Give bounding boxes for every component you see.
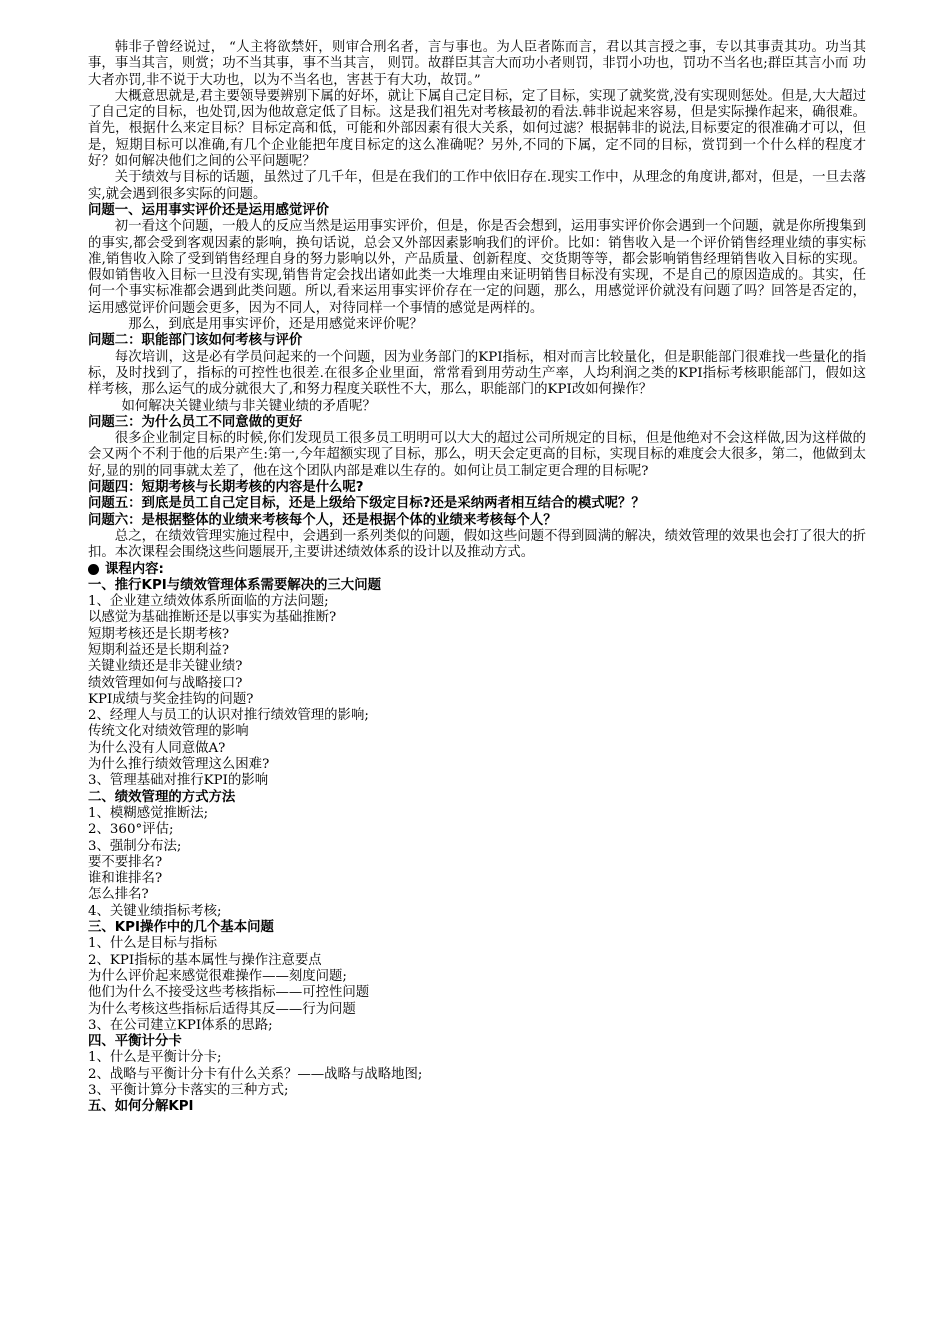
course-heading-row bbox=[88, 562, 866, 578]
section-title: 五、如何分解KPI bbox=[88, 1099, 194, 1115]
bullet-icon bbox=[88, 564, 99, 575]
section-2 bbox=[88, 790, 866, 920]
intro-paragraph-1: 韩非子曾经说过， “人主将欲禁奸，则审合刑名者，言与事也。为人臣者陈而言，君以其言授之事，专以其事责其功。功当其事，事当其言，则赏；功不当其事，事不当其言， 则罚。故群臣其言大而功小者则罚，非罚小功也，罚功不当名也;群臣其言小而 功大者亦罚,非不说于大功也，以为不当名也，害甚于有大功，故罚。” bbox=[88, 40, 866, 88]
section-line: 3、强制分布法; bbox=[88, 838, 182, 854]
section-line: 短期利益还是长期利益? bbox=[88, 642, 230, 658]
section-line: 为什么推行绩效管理这么困难? bbox=[88, 757, 270, 773]
section-line: 1、企业建立绩效体系所面临的方法问题; bbox=[88, 594, 329, 610]
section-line: 1、什么是目标与指标 bbox=[88, 936, 218, 952]
section-line: 2、360°评估; bbox=[88, 822, 174, 838]
question-3-paragraph-1: 很多企业制定目标的时候,你们发现员工很多员工明明可以大大的超过公司所规定的目标，但是他绝对不会这样做,因为这样做的会又两个不利于他的后果产生:第一,今年超额实现了目标，那么，明天会定更高的目标，实现目标的难度会大很多，第二，他做到太好,显的别的同事就太差了，他在这个团队内部是难以生存的。如何让员工制定更合理的目标呢? bbox=[88, 431, 866, 479]
section-line: 要不要排名? bbox=[88, 854, 163, 870]
question-4-title: 问题四：短期考核与长期考核的内容是什么呢? bbox=[88, 480, 364, 496]
section-4 bbox=[88, 1034, 866, 1099]
section-line: 谁和谁排名? bbox=[88, 871, 163, 887]
section-title: 一、推行KPI与绩效管理体系需要解决的三大问题 bbox=[88, 577, 381, 593]
section-line: KPI成绩与奖金挂钩的问题? bbox=[88, 691, 254, 707]
section-line: 以感觉为基础推断还是以事实为基础推断? bbox=[88, 610, 337, 626]
section-line: 2、KPI指标的基本属性与操作注意要点 bbox=[88, 952, 322, 968]
question-2-paragraph-1: 每次培训，这是必有学员问起来的一个问题，因为业务部门的KPI指标，相对而言比较量化，但是职能部门很难找一些量化的指标，及时找到了，指标的可控性也很差.在很多企业里面，常常看到用劳动生产率，人均利润之类的KPI指标考核职能部门，假如这样考核，那么运气的成分就很大了,和努力程度关联性不大，那么，职能部门的KPI改如何操作？ bbox=[88, 349, 866, 398]
section-line: 传统文化对绩效管理的影响 bbox=[88, 724, 249, 740]
section-line: 2、战略与平衡计分卡有什么关系？——战略与战略地图; bbox=[88, 1066, 423, 1082]
section-line: 4、关键业绩指标考核; bbox=[88, 903, 222, 919]
question-2-paragraph-2: 如何解决关键业绩与非关键业绩的矛盾呢？ bbox=[121, 398, 376, 414]
question-5-title: 问题五：到底是员工自己定目标，还是上级给下级定目标?还是采纳两者相互结合的模式呢？？ bbox=[88, 496, 645, 512]
section-line: 3、平衡计算分卡落实的三种方式; bbox=[88, 1083, 289, 1098]
section-title: 三、KPI操作中的几个基本问题 bbox=[88, 920, 274, 936]
section-line: 3、在公司建立KPI体系的思路; bbox=[88, 1017, 273, 1033]
section-line: 关键业绩还是非关键业绩? bbox=[88, 659, 243, 675]
intro-paragraph-2: 大概意思就是,君主要领导要辨别下属的好坏，就让下属自己定目标，定了目标，实现了就奖赏,没有实现则惩处。但是,大大超过了自己定的目标，也处罚,因为他故意定低了目标。这是我们祖先对考核最初的看法.韩非说起来容易，但是实际操作起来，确很难。首先，根据什么来定目标？目标定高和低，可能和外部因素有很大关系，如何过滤？根据韩非的说法,目标要定的很准确才可以，但是，短期目标可以准确,有几个企业能把年度目标定的这么准确呢？另外,不同的下属，定不同的目标，赏罚到一个什么样的程度才好？如何解决他们之间的公平问题呢？ bbox=[88, 88, 866, 170]
question-1-paragraph-1: 初一看这个问题，一般人的反应当然是运用事实评价，但是，你是否会想到，运用事实评价你会遇到一个问题，就是你所搜集到的事实,都会受到客观因素的影响，换句话说，总会又外部因素影响我们的评价。比如：销售收入是一个评价销售经理业绩的事实标准,销售收入除了受到销售经理自身的努力影响以外，产品质量、创新程度、交货期等等，都会影响销售经理销售收入目标的实现。假如销售收入目标一旦没有实现,销售肯定会找出诸如此类一大堆理由来证明销售目标没有实现，不是自己的原因造成的。其实，任何一个事实标准都会遇到此类问题。所以,看来运用事实评价存在一定的问题，那么，用感觉评价就没有问题了吗？回答是否定的，运用感觉评价问题会更多，因为不同人，对待同样一个事情的感觉是两样的。 bbox=[88, 219, 866, 316]
question-6-title: 问题六：是根据整体的业绩来考核每个人，还是根据个体的业绩来考核每个人？ bbox=[88, 512, 557, 528]
section-line: 为什么没有人同意做A? bbox=[88, 740, 226, 756]
summary-paragraph: 总之，在绩效管理实施过程中，会遇到一系列类似的问题，假如这些问题不得到圆满的解决，绩效管理的效果也会打了很大的折扣。本次课程会围绕这些问题展开,主要讲述绩效体系的设计以及推动方式。 bbox=[88, 528, 866, 561]
question-1-title: 问题一、运用事实评价还是运用感觉评价 bbox=[88, 202, 330, 218]
section-line: 绩效管理如何与战略接口? bbox=[88, 675, 243, 691]
section-5 bbox=[88, 1099, 866, 1115]
section-line: 短期考核还是长期考核? bbox=[88, 626, 230, 642]
section-line: 1、什么是平衡计分卡; bbox=[88, 1050, 222, 1066]
course-heading: 课程内容: bbox=[105, 561, 164, 577]
section-line: 为什么评价起来感觉很难操作——刻度问题; bbox=[88, 968, 347, 984]
question-2-title: 问题二：职能部门该如何考核与评价 bbox=[88, 333, 303, 349]
section-title: 二、绩效管理的方式方法 bbox=[88, 789, 236, 805]
intro-paragraph-3: 关于绩效与目标的话题，虽然过了几千年，但是在我们的工作中依旧存在.现实工作中，从理念的角度讲,都对，但是，一旦去落实,就会遇到很多实际的问题。 bbox=[88, 170, 866, 202]
question-3-title: 问题三：为什么员工不同意做的更好 bbox=[88, 414, 303, 430]
section-line: 1、模糊感觉推断法; bbox=[88, 805, 209, 821]
section-line: 2、经理人与员工的认识对推行绩效管理的影响; bbox=[88, 708, 369, 724]
section-line: 为什么考核这些指标后适得其反——行为问题 bbox=[88, 1001, 356, 1017]
section-3 bbox=[88, 920, 866, 1034]
section-line: 他们为什么不接受这些考核指标——可控性问题 bbox=[88, 985, 370, 1001]
section-1 bbox=[88, 578, 866, 790]
section-title: 四、平衡计分卡 bbox=[88, 1034, 182, 1050]
question-1-paragraph-2: 那么，到底是用事实评价，还是用感觉来评价呢？ bbox=[128, 317, 423, 333]
section-line: 3、管理基础对推行KPI的影响 bbox=[88, 773, 269, 789]
section-line: 怎么排名? bbox=[88, 887, 149, 903]
